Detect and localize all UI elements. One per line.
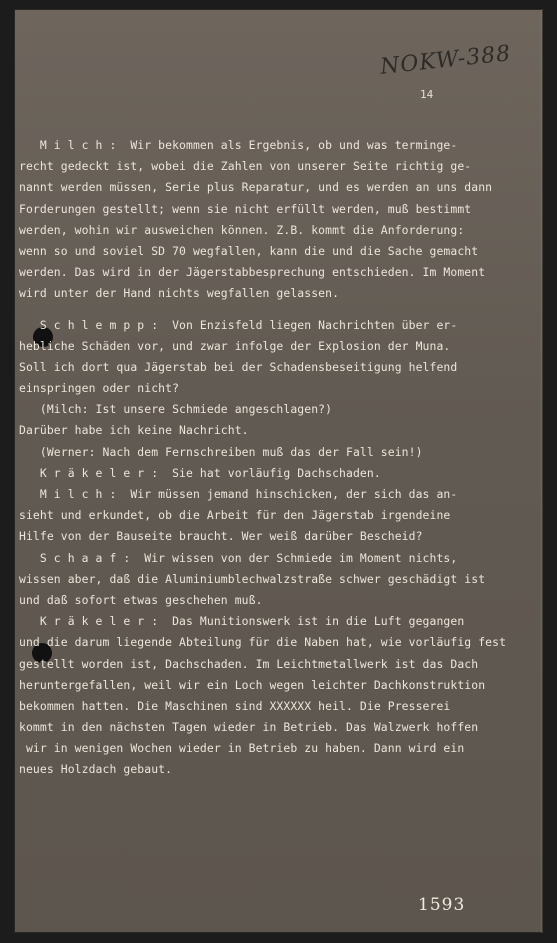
text-line: einspringen oder nicht?: [19, 381, 180, 396]
text-line: wird unter der Hand nichts wegfallen gelassen.: [19, 286, 340, 301]
text-line: werden, wohin wir ausweichen können. Z.B. kommt die Anforderung:: [19, 222, 465, 237]
text-line: gestellt worden ist, Dachschaden. Im Leichtmetallwerk ist das Dach: [19, 656, 479, 671]
text-line: recht gedeckt ist, wobei die Zahlen von unserer Seite richtig ge-: [19, 159, 472, 174]
text-line: sieht und erkundet, ob die Arbeit für den Jägerstab irgendeine: [19, 508, 451, 523]
text-line: und die darum liegende Abteilung für die Naben hat, wie vorläufig fest: [19, 635, 507, 650]
text-line: M i l c h : Wir bekommen als Ergebnis, ob und was terminge-: [19, 138, 458, 152]
text-line: Forderungen gestellt; wenn sie nicht erfüllt werden, muß bestimmt: [19, 201, 472, 216]
text-line: K r ä k e l e r : Das Munitionswerk ist in die Luft gegangen: [19, 614, 465, 629]
text-line: S c h a a f : Wir wissen von der Schmiede im Moment nichts,: [19, 550, 458, 565]
page-number: 14: [420, 88, 434, 101]
stamped-page-number: 1593: [418, 895, 466, 915]
text-line: Hilfe von der Bauseite braucht. Wer weiß darüber Bescheid?: [19, 529, 423, 544]
handwritten-reference: NOKW-388: [379, 41, 513, 80]
text-line: (Milch: Ist unsere Schmiede angeschlagen?): [19, 402, 333, 417]
text-line: wir in wenigen Wochen wieder in Betrieb zu haben. Dann wird ein: [19, 741, 465, 756]
text-line: M i l c h : Wir müssen jemand hinschicken, der sich das an-: [19, 487, 458, 501]
text-line: S c h l e m p p : Von Enzisfeld liegen Nachrichten über er-: [19, 317, 458, 332]
text-line: nannt werden müssen, Serie plus Reparatur, und es werden an uns dann: [19, 180, 493, 195]
text-line: neues Holzdach gebaut.: [19, 762, 173, 777]
text-line: Darüber habe ich keine Nachricht.: [19, 423, 249, 438]
text-line: heruntergefallen, weil wir ein Loch wegen leichter Dachkonstruktion: [19, 677, 486, 692]
text-line: wissen aber, daß die Aluminiumblechwalzstraße schwer geschädigt ist: [19, 571, 486, 586]
text-line: werden. Das wird in der Jägerstabbesprechung entschieden. Im Moment: [19, 265, 486, 280]
text-line: (Werner: Nach dem Fernschreiben muß das der Fall sein!): [19, 444, 423, 459]
typed-text-body: [19, 135, 525, 781]
page-edge: [540, 9, 543, 933]
text-line: und daß sofort etwas geschehen muß.: [19, 592, 263, 607]
text-line: hebliche Schäden vor, und zwar infolge der Explosion der Muna.: [19, 338, 451, 353]
text-line: Soll ich dort qua Jägerstab bei der Schadensbeseitigung helfend: [19, 359, 458, 374]
text-line: bekommen hatten. Die Maschinen sind XXXXXX heil. Die Presserei: [19, 698, 451, 713]
text-line: kommt in den nächsten Tagen wieder in Betrieb. Das Walzwerk hoffen: [19, 720, 479, 735]
text-line: K r ä k e l e r : Sie hat vorläufig Dachschaden.: [19, 465, 381, 480]
text-line: wenn so und soviel SD 70 wegfallen, kann die und die Sache gemacht: [19, 243, 479, 258]
